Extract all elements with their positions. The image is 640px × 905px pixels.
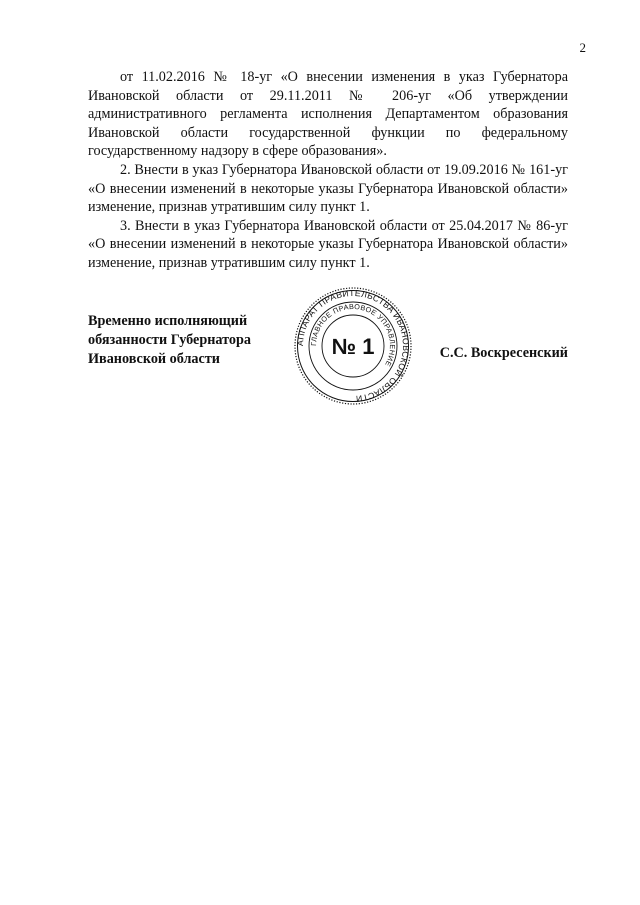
official-seal-stamp	[293, 286, 413, 406]
document-body	[88, 68, 568, 273]
signatory-position-line: обязанности Губернатора	[88, 332, 251, 348]
paragraph-continuation: от 11.02.2016 № 18-уг «О внесении изменения в указ Губернатора Ивановской области от 29.11.2011 № 206-уг «Об утверждении административного регламента исполнения Департаментом образования Ивановской области государственной функции по федеральному государственному надзору в сфере образования».	[88, 69, 568, 160]
seal-inner-text: ГЛАВНОЕ ПРАВОВОЕ УПРАВЛЕНИЕ	[308, 301, 398, 369]
seal-outer-text: АППАРАТ ПРАВИТЕЛЬСТВА ИВАНОВСКОЙ ОБЛАСТИ	[294, 287, 412, 404]
page-number: 2	[579, 40, 586, 55]
signatory-name: С.С. Воскресенский	[439, 345, 568, 361]
signatory-position-line: Ивановской области	[88, 351, 220, 367]
seal-number: № 1	[331, 334, 375, 359]
paragraph-item-2: 2. Внести в указ Губернатора Ивановской области от 19.09.2016 № 161-уг «О внесении изменений в некоторые указы Губернатора Ивановской области» изменение, признав утратившим силу пункт 1.	[88, 161, 568, 216]
signature-block	[88, 287, 568, 412]
paragraph-item-3: 3. Внести в указ Губернатора Ивановской области от 25.04.2017 № 86-уг «О внесении изменений в некоторые указы Губернатора Ивановской области» изменение, признав утратившим силу пункт 1.	[88, 217, 568, 271]
signatory-position	[88, 312, 278, 369]
signatory-position-line: Временно исполняющий	[88, 313, 248, 329]
